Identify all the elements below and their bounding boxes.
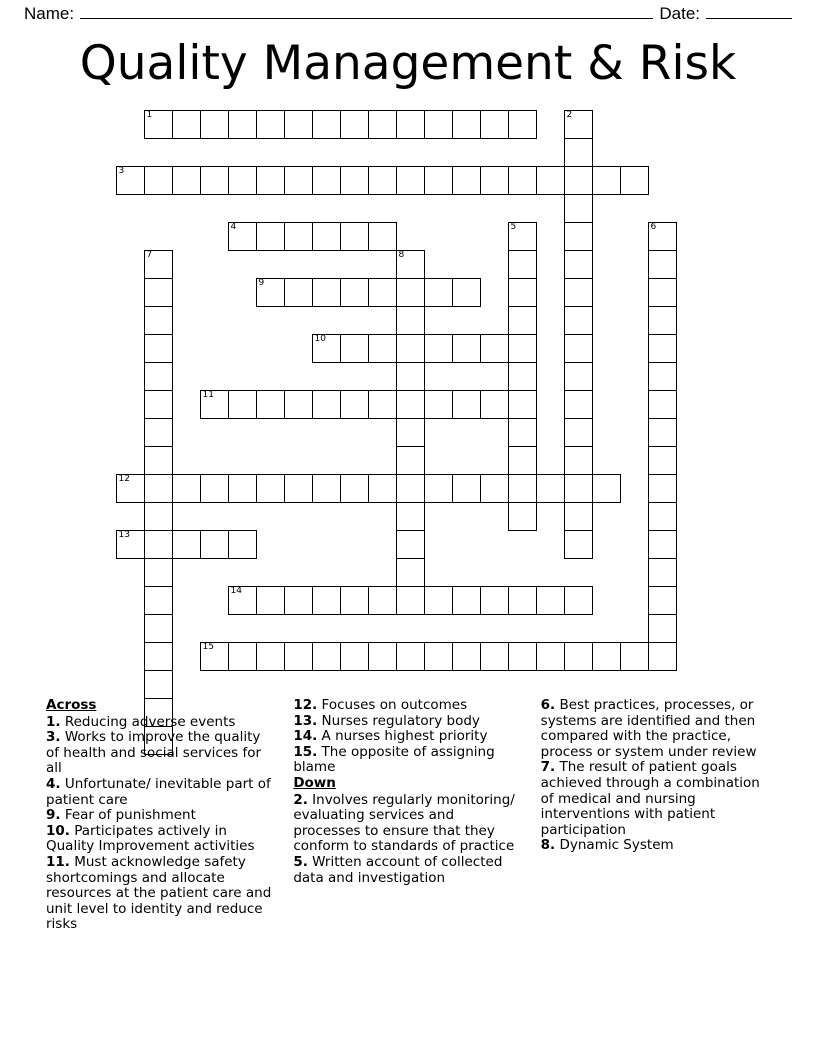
crossword-cell[interactable] xyxy=(452,334,481,363)
crossword-cell[interactable] xyxy=(368,586,397,615)
crossword-cell[interactable] xyxy=(592,166,621,195)
crossword-cell[interactable] xyxy=(144,558,173,587)
crossword-cell[interactable] xyxy=(508,166,537,195)
crossword-cell[interactable] xyxy=(340,334,369,363)
clue-number: 5. xyxy=(293,853,308,870)
crossword-cell[interactable] xyxy=(508,278,537,307)
crossword-cell[interactable] xyxy=(172,474,201,503)
crossword-cell[interactable] xyxy=(508,222,537,251)
crossword-cell[interactable] xyxy=(200,530,229,559)
crossword-cell[interactable] xyxy=(508,446,537,475)
crossword-cell[interactable] xyxy=(144,362,173,391)
crossword-cell[interactable] xyxy=(200,390,229,419)
crossword-cell[interactable] xyxy=(172,110,201,139)
cell-number: 5 xyxy=(510,222,517,232)
crossword-cell[interactable] xyxy=(368,110,397,139)
crossword-cell[interactable] xyxy=(228,110,257,139)
crossword-cell[interactable] xyxy=(536,166,565,195)
crossword-cell[interactable] xyxy=(396,250,425,279)
crossword-cell[interactable] xyxy=(480,334,509,363)
clue-number: 6. xyxy=(540,697,556,713)
crossword-cell[interactable] xyxy=(452,586,481,615)
crossword-cell[interactable] xyxy=(648,530,677,559)
clue-text: Fear of punishment xyxy=(60,807,196,824)
crossword-cell[interactable] xyxy=(340,474,369,503)
crossword-cell[interactable] xyxy=(284,642,313,671)
clue-number: 10. xyxy=(46,822,70,839)
across-heading: Across xyxy=(46,697,97,713)
name-date-header xyxy=(24,4,792,24)
clue-text: Involves regularly monitoring/ evaluating services and processes to ensure that they conform to standards of practice xyxy=(293,791,515,855)
crossword-cell[interactable] xyxy=(396,642,425,671)
crossword-cell[interactable] xyxy=(424,642,453,671)
crossword-cell[interactable] xyxy=(144,614,173,643)
clue-item xyxy=(293,745,522,776)
crossword-cell[interactable] xyxy=(396,474,425,503)
crossword-cell[interactable] xyxy=(256,390,285,419)
crossword-cell[interactable] xyxy=(200,110,229,139)
cell-number: 14 xyxy=(230,586,242,596)
crossword-cell[interactable] xyxy=(228,642,257,671)
crossword-cell[interactable] xyxy=(200,166,229,195)
clue-item xyxy=(46,730,275,777)
crossword-cell[interactable] xyxy=(144,250,173,279)
crossword-cell[interactable] xyxy=(424,390,453,419)
crossword-cell[interactable] xyxy=(312,278,341,307)
name-write-in-line[interactable] xyxy=(80,18,653,19)
clue-item xyxy=(46,808,275,824)
crossword-cell[interactable] xyxy=(648,502,677,531)
crossword-cell[interactable] xyxy=(340,642,369,671)
crossword-cell[interactable] xyxy=(564,502,593,531)
crossword-cell[interactable] xyxy=(508,362,537,391)
crossword-cell[interactable] xyxy=(144,586,173,615)
clue-number: 3. xyxy=(46,729,61,746)
clue-text: Best practices, processes, or systems are identified and then compared with the practice, process or system under review xyxy=(540,697,757,760)
crossword-cell[interactable] xyxy=(508,418,537,447)
clue-text: Nurses regulatory body xyxy=(317,712,480,729)
crossword-cell[interactable] xyxy=(480,642,509,671)
clue-text: The opposite of assigning blame xyxy=(293,743,495,776)
crossword-cell[interactable] xyxy=(144,166,173,195)
crossword-cell[interactable] xyxy=(396,558,425,587)
crossword-cell[interactable] xyxy=(564,362,593,391)
cell-number: 7 xyxy=(146,250,153,260)
clue-item xyxy=(541,698,770,760)
clue-item xyxy=(46,715,275,731)
crossword-cell[interactable] xyxy=(508,474,537,503)
crossword-cell[interactable] xyxy=(144,390,173,419)
crossword-cell[interactable] xyxy=(592,474,621,503)
crossword-cell[interactable] xyxy=(284,222,313,251)
crossword-cell[interactable] xyxy=(564,418,593,447)
crossword-cell[interactable] xyxy=(284,390,313,419)
cell-number: 2 xyxy=(566,110,573,120)
cell-number: 6 xyxy=(650,222,657,232)
crossword-cell[interactable] xyxy=(368,642,397,671)
crossword-cell[interactable] xyxy=(144,530,173,559)
crossword-cell[interactable] xyxy=(564,306,593,335)
clue-item xyxy=(46,824,275,855)
clue-text: Must acknowledge safety shortcomings and allocate resources at the patient care and unit level to identity and reduce risks xyxy=(46,853,272,933)
clue-number: 15. xyxy=(293,743,318,760)
crossword-cell[interactable] xyxy=(424,166,453,195)
crossword-cell[interactable] xyxy=(564,278,593,307)
clue-number: 12. xyxy=(293,697,318,713)
crossword-cell[interactable] xyxy=(564,166,593,195)
crossword-cell[interactable] xyxy=(340,166,369,195)
crossword-cell[interactable] xyxy=(368,474,397,503)
clue-number: 1. xyxy=(46,713,61,730)
clue-item xyxy=(293,714,522,730)
crossword-cell[interactable] xyxy=(284,166,313,195)
crossword-cell[interactable] xyxy=(508,250,537,279)
crossword-cell[interactable] xyxy=(144,278,173,307)
clue-item xyxy=(541,838,770,854)
clue-text: Works to improve the quality of health and social services for all xyxy=(46,729,262,777)
crossword-cell[interactable] xyxy=(648,222,677,251)
crossword-cell[interactable] xyxy=(508,110,537,139)
crossword-cell[interactable] xyxy=(424,474,453,503)
crossword-cell[interactable] xyxy=(648,446,677,475)
clue-number: 14. xyxy=(293,728,318,745)
cell-number: 8 xyxy=(398,250,405,260)
clue-text: Written account of collected data and investigation xyxy=(293,853,503,886)
clue-column-2 xyxy=(293,698,522,933)
crossword-cell[interactable] xyxy=(116,530,145,559)
crossword-cell[interactable] xyxy=(368,166,397,195)
clue-number: 7. xyxy=(540,759,556,776)
crossword-cell[interactable] xyxy=(256,222,285,251)
crossword-cell[interactable] xyxy=(564,194,593,223)
down-clue-list-part1 xyxy=(293,793,522,887)
crossword-cell[interactable] xyxy=(228,474,257,503)
crossword-cell[interactable] xyxy=(144,418,173,447)
crossword-cell[interactable] xyxy=(312,586,341,615)
crossword-cell[interactable] xyxy=(648,642,677,671)
crossword-cell[interactable] xyxy=(172,166,201,195)
crossword-cell[interactable] xyxy=(452,390,481,419)
clue-item xyxy=(541,760,770,838)
crossword-cell[interactable] xyxy=(368,334,397,363)
crossword-cell[interactable] xyxy=(396,418,425,447)
crossword-cell[interactable] xyxy=(284,278,313,307)
crossword-cell[interactable] xyxy=(144,334,173,363)
clue-number: 11. xyxy=(46,853,70,870)
clue-text: Dynamic System xyxy=(555,837,674,854)
clue-item xyxy=(46,777,275,808)
crossword-cell[interactable] xyxy=(312,222,341,251)
clue-number: 8. xyxy=(540,837,556,854)
crossword-cell[interactable] xyxy=(452,642,481,671)
clue-number: 9. xyxy=(46,807,61,824)
crossword-cell[interactable] xyxy=(396,446,425,475)
crossword-cell[interactable] xyxy=(480,110,509,139)
crossword-cell[interactable] xyxy=(620,642,649,671)
clue-number: 2. xyxy=(293,791,308,808)
crossword-cell[interactable] xyxy=(116,474,145,503)
crossword-cell[interactable] xyxy=(564,138,593,167)
cell-number: 4 xyxy=(230,222,237,232)
crossword-cell[interactable] xyxy=(452,110,481,139)
crossword-cell[interactable] xyxy=(312,390,341,419)
clue-item xyxy=(46,855,275,933)
clue-item xyxy=(293,729,522,745)
date-write-in-line[interactable] xyxy=(706,18,792,19)
crossword-cell[interactable] xyxy=(368,278,397,307)
clue-text: Participates actively in Quality Improvement activities xyxy=(46,822,255,855)
crossword-cell[interactable] xyxy=(648,278,677,307)
crossword-cell[interactable] xyxy=(284,586,313,615)
cell-number: 12 xyxy=(118,474,130,484)
crossword-cell[interactable] xyxy=(172,530,201,559)
crossword-cell[interactable] xyxy=(424,110,453,139)
crossword-cell[interactable] xyxy=(564,250,593,279)
crossword-cell[interactable] xyxy=(200,642,229,671)
crossword-cell[interactable] xyxy=(256,278,285,307)
crossword-cell[interactable] xyxy=(396,362,425,391)
crossword-cell[interactable] xyxy=(144,502,173,531)
crossword-cell[interactable] xyxy=(508,586,537,615)
crossword-cell[interactable] xyxy=(396,334,425,363)
crossword-cell[interactable] xyxy=(508,502,537,531)
crossword-cell[interactable] xyxy=(312,474,341,503)
crossword-cell[interactable] xyxy=(256,642,285,671)
cell-number: 9 xyxy=(258,278,265,288)
cell-number: 1 xyxy=(146,110,153,120)
crossword-cell[interactable] xyxy=(508,334,537,363)
crossword-cell[interactable] xyxy=(480,166,509,195)
clue-number: 13. xyxy=(293,712,318,729)
crossword-cell[interactable] xyxy=(620,166,649,195)
crossword-cell[interactable] xyxy=(592,642,621,671)
crossword-cell[interactable] xyxy=(144,110,173,139)
cell-number: 11 xyxy=(202,390,214,400)
crossword-cell[interactable] xyxy=(228,222,257,251)
clue-column-3 xyxy=(541,698,770,933)
down-clue-list-part2 xyxy=(541,698,770,854)
crossword-cell[interactable] xyxy=(312,110,341,139)
crossword-cell[interactable] xyxy=(424,586,453,615)
across-clue-list-part2 xyxy=(293,698,522,776)
crossword-cell[interactable] xyxy=(508,642,537,671)
date-label: Date: xyxy=(659,4,700,23)
crossword-cell[interactable] xyxy=(284,110,313,139)
crossword-cell[interactable] xyxy=(368,222,397,251)
crossword-cell[interactable] xyxy=(536,642,565,671)
crossword-cell[interactable] xyxy=(312,642,341,671)
clue-item xyxy=(293,855,522,886)
clue-item xyxy=(293,793,522,855)
crossword-cell[interactable] xyxy=(648,250,677,279)
crossword-cell[interactable] xyxy=(200,474,229,503)
crossword-cell[interactable] xyxy=(564,586,593,615)
crossword-cell[interactable] xyxy=(648,390,677,419)
clue-text: Focuses on outcomes xyxy=(317,697,468,713)
crossword-grid[interactable] xyxy=(116,110,716,690)
crossword-cell[interactable] xyxy=(424,334,453,363)
crossword-cell[interactable] xyxy=(256,474,285,503)
crossword-cell[interactable] xyxy=(340,110,369,139)
crossword-cell[interactable] xyxy=(340,278,369,307)
crossword-cell[interactable] xyxy=(452,166,481,195)
crossword-cell[interactable] xyxy=(564,222,593,251)
crossword-cell[interactable] xyxy=(452,278,481,307)
crossword-cell[interactable] xyxy=(340,586,369,615)
crossword-cell[interactable] xyxy=(228,390,257,419)
crossword-cell[interactable] xyxy=(536,474,565,503)
crossword-cell[interactable] xyxy=(312,334,341,363)
crossword-cell[interactable] xyxy=(144,642,173,671)
crossword-cell[interactable] xyxy=(424,278,453,307)
clue-section xyxy=(46,698,770,933)
crossword-cell[interactable] xyxy=(480,586,509,615)
crossword-cell[interactable] xyxy=(256,586,285,615)
crossword-cell[interactable] xyxy=(144,446,173,475)
crossword-cell[interactable] xyxy=(396,390,425,419)
clue-column-1 xyxy=(46,698,275,933)
crossword-cell[interactable] xyxy=(256,166,285,195)
crossword-cell[interactable] xyxy=(564,530,593,559)
crossword-cell[interactable] xyxy=(312,166,341,195)
crossword-cell[interactable] xyxy=(564,390,593,419)
crossword-cell[interactable] xyxy=(144,670,173,699)
crossword-cell[interactable] xyxy=(396,586,425,615)
crossword-cell[interactable] xyxy=(648,614,677,643)
clue-item xyxy=(293,698,522,714)
crossword-cell[interactable] xyxy=(396,110,425,139)
crossword-cell[interactable] xyxy=(396,530,425,559)
clue-number: 4. xyxy=(46,775,61,792)
crossword-cell[interactable] xyxy=(144,306,173,335)
crossword-cell[interactable] xyxy=(648,334,677,363)
crossword-cell[interactable] xyxy=(144,474,173,503)
crossword-cell[interactable] xyxy=(508,390,537,419)
crossword-cell[interactable] xyxy=(648,474,677,503)
down-heading: Down xyxy=(293,774,336,791)
clue-text: A nurses highest priority xyxy=(317,728,488,745)
crossword-cell[interactable] xyxy=(564,474,593,503)
crossword-cell[interactable] xyxy=(284,474,313,503)
crossword-cell[interactable] xyxy=(396,306,425,335)
cell-number: 15 xyxy=(202,642,214,652)
crossword-cell[interactable] xyxy=(396,166,425,195)
crossword-cell[interactable] xyxy=(116,166,145,195)
page-title: Quality Management & Risk xyxy=(79,36,737,91)
crossword-cell[interactable] xyxy=(508,306,537,335)
crossword-cell[interactable] xyxy=(256,110,285,139)
crossword-cell[interactable] xyxy=(648,362,677,391)
cell-number: 3 xyxy=(118,166,125,176)
clue-text: The result of patient goals achieved through a combination of medical and nursing interventions with patient participation xyxy=(540,759,760,838)
name-label: Name: xyxy=(24,4,75,23)
crossword-cell[interactable] xyxy=(228,586,257,615)
crossword-cell[interactable] xyxy=(396,278,425,307)
crossword-cell[interactable] xyxy=(480,474,509,503)
across-clue-list-part1 xyxy=(46,715,275,933)
crossword-cell[interactable] xyxy=(648,306,677,335)
crossword-cell[interactable] xyxy=(480,390,509,419)
crossword-cell[interactable] xyxy=(564,446,593,475)
crossword-cell[interactable] xyxy=(340,390,369,419)
crossword-cell[interactable] xyxy=(340,222,369,251)
crossword-cell[interactable] xyxy=(564,110,593,139)
crossword-cell[interactable] xyxy=(452,474,481,503)
clue-text: Unfortunate/ inevitable part of patient care xyxy=(46,775,271,808)
clue-text: Reducing adverse events xyxy=(60,713,236,730)
crossword-cell[interactable] xyxy=(228,530,257,559)
crossword-cell[interactable] xyxy=(536,586,565,615)
crossword-cell[interactable] xyxy=(648,418,677,447)
crossword-cell[interactable] xyxy=(564,642,593,671)
crossword-cell[interactable] xyxy=(648,558,677,587)
crossword-cell[interactable] xyxy=(396,502,425,531)
crossword-cell[interactable] xyxy=(228,166,257,195)
cell-number: 10 xyxy=(314,334,326,344)
cell-number: 13 xyxy=(118,530,130,540)
crossword-cell[interactable] xyxy=(368,390,397,419)
crossword-cell[interactable] xyxy=(564,334,593,363)
crossword-cell[interactable] xyxy=(648,586,677,615)
